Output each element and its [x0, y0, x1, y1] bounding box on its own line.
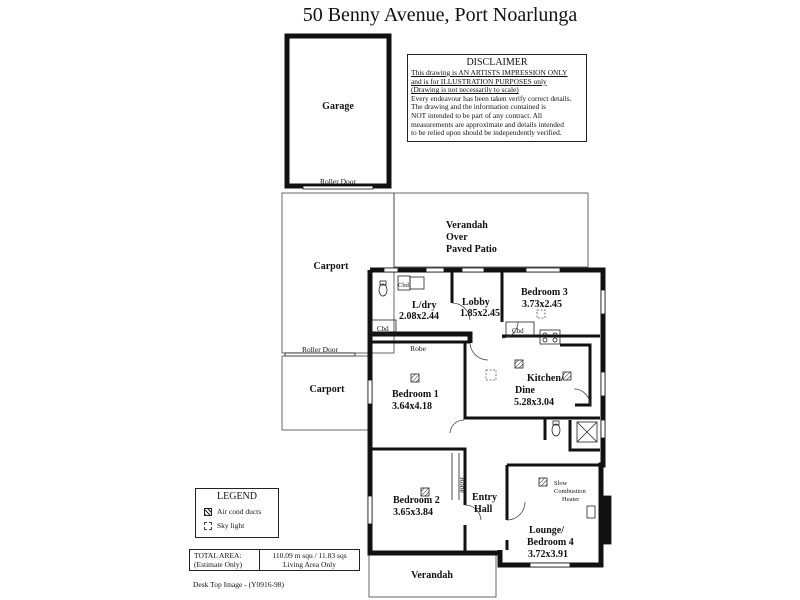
- skylights: [486, 310, 545, 380]
- legend-item-skylight: [204, 521, 278, 530]
- bedroom1-name: Bedroom 1: [392, 389, 439, 400]
- entry-label-2: Hall: [474, 504, 493, 515]
- laundry-size: 2.08x2.44: [399, 311, 439, 322]
- lounge-name-2: Bedroom 4: [527, 537, 574, 548]
- legend-heading: LEGEND: [217, 491, 257, 502]
- heater-unit: [587, 506, 595, 518]
- bedroom3-name: Bedroom 3: [521, 287, 568, 298]
- bedroom2-name: Bedroom 2: [393, 495, 440, 506]
- garage-roller-door: [303, 186, 373, 189]
- living-area-note: Living Area Only: [283, 560, 336, 569]
- disclaimer-line: (Drawing is not necessarily to scale): [411, 85, 519, 95]
- air-cond-duct-icon: [204, 508, 212, 516]
- duct-kitchen-1: [515, 360, 523, 368]
- kitchen-size: 5.28x3.04: [514, 397, 554, 408]
- total-area-label: TOTAL AREA:: [194, 551, 242, 560]
- disclaimer-line: to be relied upon should be independently verified.: [411, 128, 562, 138]
- cbd-label-3: Cbd: [512, 327, 524, 335]
- disclaimer-line: measurements are approximate and details intended: [411, 119, 564, 129]
- disclaimer-line: NOT intended to be part of any contract. All: [411, 110, 543, 120]
- footer-image-ref: Desk Top Image - (Y0916-98): [193, 580, 284, 589]
- disclaimer-heading: DISCLAIMER: [466, 57, 528, 68]
- kitchen-name-1: Kitchen/: [527, 373, 564, 384]
- kitchen-name-2: Dine: [515, 385, 535, 396]
- verandah-front-label: Verandah: [411, 570, 453, 581]
- disclaimer-line: Every endeavour has been taken verify correct details.: [411, 93, 572, 103]
- lobby-name: Lobby: [462, 297, 490, 308]
- page-title: 50 Benny Avenue, Port Noarlunga: [302, 4, 578, 26]
- lounge-name-1: Lounge/: [529, 525, 565, 536]
- disclaimer-box: [407, 54, 587, 142]
- duct-kitchen-2: [563, 372, 571, 380]
- cbd-label-1: Cbd: [398, 282, 409, 289]
- lobby-size: 1.85x2.45: [460, 308, 500, 319]
- total-area-value: 110.09 m squ / 11.83 sqs: [272, 551, 347, 560]
- duct-bed1: [411, 374, 419, 382]
- total-area-box: [189, 549, 360, 571]
- entry-label-1: Entry: [472, 492, 497, 503]
- verandah-patio-label-1: Verandah: [446, 220, 488, 231]
- disclaimer-line: The drawing and the information contained is: [411, 102, 547, 112]
- disclaimer-line: This drawing is AN ARTISTS IMPRESSION ONLY: [411, 68, 568, 77]
- estimate-only-label: (Estimate Only): [194, 560, 243, 569]
- garage: [287, 36, 389, 189]
- legend-box: [195, 488, 279, 538]
- disclaimer-line: and is for ILLUSTRATION PURPOSES only: [411, 76, 547, 86]
- roller-door-label-1: Roller Door: [319, 177, 357, 186]
- bedroom2-size: 3.65x3.84: [393, 507, 433, 518]
- verandah-patio-label-2: Over: [446, 232, 468, 243]
- skylight-kitchen: [486, 370, 496, 380]
- duct-lounge: [539, 478, 547, 486]
- total-area-values: [260, 550, 359, 570]
- laundry-name: L/dry: [412, 300, 437, 311]
- lounge-size: 3.72x3.91: [528, 549, 568, 560]
- roller-door-label-2: Roller Door: [301, 345, 339, 354]
- toilet-2: [552, 424, 560, 436]
- carport-label-1: Carport: [313, 261, 349, 272]
- total-area-labels: [190, 550, 260, 570]
- verandah-patio-label-3: Paved Patio: [446, 244, 497, 255]
- legend-item-label: Air cond ducts: [217, 507, 262, 516]
- verandah-patio: [394, 193, 588, 267]
- garage-label: Garage: [322, 101, 354, 112]
- laundry-trough: [410, 277, 424, 289]
- robe-label-2: Robe: [458, 477, 467, 493]
- legend-item-ducts: [204, 507, 278, 516]
- legend-item-label: Sky light: [217, 521, 245, 530]
- heater-label-1: Slow: [554, 480, 568, 487]
- bedroom1-size: 3.64x4.18: [392, 401, 432, 412]
- bedroom3-size: 3.73x2.45: [522, 299, 562, 310]
- skylight-icon: [204, 522, 212, 530]
- robe-label-1: Robe: [410, 344, 426, 353]
- skylight-bed3: [537, 310, 545, 318]
- cbd-label-2: Cbd: [377, 325, 389, 333]
- toilet-1: [379, 284, 387, 296]
- heater-label-2: Combustion: [554, 488, 586, 495]
- carport-label-2: Carport: [309, 384, 345, 395]
- heater-label-3: Heater: [562, 496, 580, 503]
